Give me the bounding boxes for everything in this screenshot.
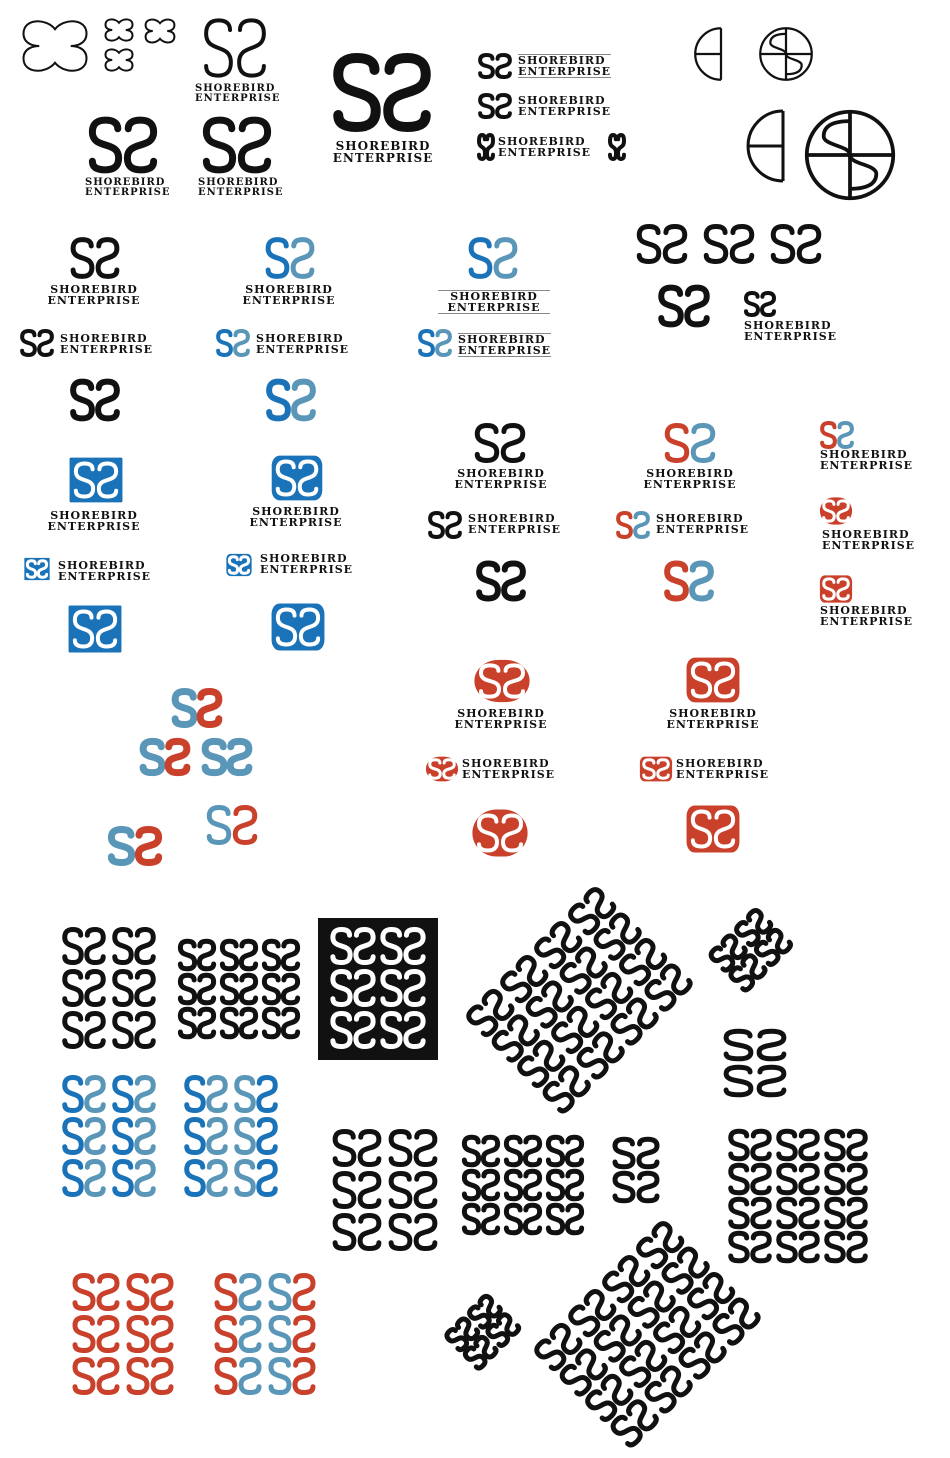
- wordmark-line2: ENTERPRISE: [744, 330, 838, 343]
- wordmark: [656, 513, 749, 535]
- wordmark-line2: ENTERPRISE: [332, 151, 434, 165]
- outline-monogram-icon: [20, 18, 90, 74]
- wordmark-line1: SHOREBIRD: [669, 707, 757, 720]
- wordmark-line1: SHOREBIRD: [462, 757, 550, 770]
- monogram-pattern: [62, 1160, 106, 1196]
- wordmark-line1: SHOREBIRD: [198, 177, 279, 188]
- monogram-pattern: [546, 1204, 584, 1234]
- wordmark: [822, 529, 915, 551]
- circle-emblem-icon: [758, 26, 814, 82]
- pill-monogram-icon: [108, 828, 162, 864]
- wordmark-line1: SHOREBIRD: [252, 505, 340, 518]
- monogram-pattern: [824, 1130, 868, 1160]
- wordmark: [60, 333, 153, 355]
- wordmark: [445, 708, 557, 730]
- monogram-pattern: [220, 974, 258, 1004]
- monogram-pattern: [380, 928, 426, 964]
- wordmark: [676, 758, 769, 780]
- outline-monogram-icon: [104, 48, 134, 72]
- se-monogram-icon: [690, 810, 736, 848]
- wordmark: [38, 284, 150, 306]
- monogram-pattern: [728, 1232, 772, 1262]
- monogram-pattern: [612, 1138, 660, 1168]
- se-monogram-icon: [418, 330, 452, 356]
- monogram-pattern: [62, 928, 106, 964]
- monogram-pattern: [722, 1066, 788, 1096]
- wordmark-line1: SHOREBIRD: [457, 467, 545, 480]
- wordmark-line2: ENTERPRISE: [260, 563, 354, 576]
- wordmark-line1: SHOREBIRD: [822, 528, 910, 541]
- monogram-pattern: [262, 940, 300, 970]
- monogram-pattern: [728, 1130, 772, 1160]
- monogram-pattern: [776, 1198, 820, 1228]
- monogram-pattern: [824, 1164, 868, 1194]
- wordmark-line2: ENTERPRISE: [498, 146, 592, 159]
- monogram-pattern: [332, 1214, 382, 1250]
- monogram-pattern: [546, 1170, 584, 1200]
- se-monogram-icon: [474, 424, 526, 462]
- se-monogram-icon: [73, 462, 119, 498]
- monogram-pattern: [112, 1118, 156, 1154]
- outline-monogram-icon: [104, 18, 134, 42]
- wordmark-line2: ENTERPRISE: [666, 718, 760, 731]
- monogram-pattern: [62, 1118, 106, 1154]
- monogram-pattern: [546, 1136, 584, 1166]
- wordmark-line1: SHOREBIRD: [676, 757, 764, 770]
- wordmark: [445, 468, 557, 490]
- monogram-pattern: [330, 1012, 376, 1048]
- se-monogram-icon: [476, 562, 526, 600]
- wordmark-line2: ENTERPRISE: [643, 478, 737, 491]
- wordmark-line1: SHOREBIRD: [656, 512, 744, 525]
- se-monogram-icon: [822, 578, 850, 600]
- wordmark-line1: SHOREBIRD: [498, 135, 586, 148]
- wordmark: [634, 468, 746, 490]
- wordmark-line2: ENTERPRISE: [454, 478, 548, 491]
- wordmark: [468, 513, 561, 535]
- wordmark-line1: SHOREBIRD: [58, 559, 146, 572]
- monogram-pattern: [776, 1232, 820, 1262]
- se-monogram-icon: [70, 238, 120, 278]
- monogram-pattern: [332, 1130, 382, 1166]
- wordmark-line2: ENTERPRISE: [676, 768, 770, 781]
- monogram-pattern: [728, 1198, 772, 1228]
- monogram-pattern: [462, 1136, 500, 1166]
- monogram-pattern: [184, 1118, 228, 1154]
- wordmark-line2: ENTERPRISE: [249, 516, 343, 529]
- se-monogram-icon: [476, 814, 524, 852]
- pill-monogram-icon: [140, 740, 190, 774]
- wordmark-line2: ENTERPRISE: [462, 768, 556, 781]
- monogram-pattern: [126, 1274, 174, 1310]
- wordmark-line1: SHOREBIRD: [195, 83, 276, 94]
- se-monogram-icon: [428, 759, 456, 779]
- monogram-pattern: [126, 1358, 174, 1394]
- wordmark-line2: ENTERPRISE: [60, 343, 154, 356]
- se-monogram-icon: [690, 662, 736, 698]
- se-monogram-icon: [664, 562, 714, 600]
- wordmark: [328, 140, 438, 164]
- wordmark-line2: ENTERPRISE: [195, 93, 281, 104]
- wordmark: [498, 136, 591, 158]
- wordmark-line2: ENTERPRISE: [58, 570, 152, 583]
- se-monogram-icon: [228, 556, 250, 574]
- se-monogram-icon: [88, 118, 158, 172]
- monogram-pattern: [72, 1316, 120, 1352]
- se-monogram-icon: [770, 225, 822, 263]
- se-monogram-icon: [744, 292, 776, 316]
- monogram-pattern: [268, 1274, 316, 1310]
- monogram-pattern: [504, 1204, 542, 1234]
- monogram-pattern: [126, 1316, 174, 1352]
- wordmark: [820, 449, 913, 471]
- wordmark-line2: ENTERPRISE: [518, 105, 612, 118]
- wordmark: [233, 284, 345, 306]
- wordmark-line2: ENTERPRISE: [256, 343, 350, 356]
- wordmark-line2: ENTERPRISE: [198, 187, 284, 198]
- se-monogram-icon: [26, 560, 48, 578]
- se-monogram-icon: [642, 759, 670, 779]
- wordmark: [744, 320, 837, 342]
- monogram-pattern: [178, 1008, 216, 1038]
- wordmark-line2: ENTERPRISE: [820, 615, 914, 628]
- wordmark-line1: SHOREBIRD: [50, 283, 138, 296]
- monogram-pattern: [112, 1012, 156, 1048]
- se-monogram-icon: [332, 55, 432, 130]
- monogram-pattern: [234, 1076, 278, 1112]
- se-monogram-icon: [275, 460, 319, 496]
- monogram-pattern: [72, 1358, 120, 1394]
- se-monogram-icon: [72, 610, 118, 648]
- wordmark-line2: ENTERPRISE: [458, 344, 552, 357]
- monogram-pattern: [234, 1118, 278, 1154]
- wordmark-line2: ENTERPRISE: [47, 520, 141, 533]
- se-monogram-icon: [468, 238, 518, 278]
- monogram-pattern: [776, 1164, 820, 1194]
- wordmark-line1: SHOREBIRD: [50, 509, 138, 522]
- wordmark-line2: ENTERPRISE: [85, 187, 171, 198]
- wordmark-line2: ENTERPRISE: [822, 539, 916, 552]
- monogram-pattern: [62, 1076, 106, 1112]
- se-monogram-icon: [265, 238, 315, 278]
- wordmark: [438, 290, 550, 314]
- mirror-glyph-icon: [609, 134, 625, 160]
- monogram-pattern: [388, 1172, 438, 1208]
- monogram-pattern: [112, 1160, 156, 1196]
- monogram-pattern: [112, 928, 156, 964]
- se-monogram-icon: [820, 422, 854, 448]
- monogram-pattern: [178, 974, 216, 1004]
- se-monogram-icon: [478, 54, 512, 78]
- se-monogram-icon: [658, 286, 710, 326]
- wordmark-line1: SHOREBIRD: [458, 333, 546, 346]
- monogram-pattern: [72, 1274, 120, 1310]
- wordmark-line1: SHOREBIRD: [85, 177, 166, 188]
- wordmark-line1: SHOREBIRD: [468, 512, 556, 525]
- wordmark: [256, 333, 349, 355]
- monogram-pattern: [776, 1130, 820, 1160]
- monogram-pattern: [184, 1160, 228, 1196]
- wordmark: [198, 177, 284, 198]
- monogram-pattern: [330, 928, 376, 964]
- se-monogram-icon: [478, 94, 512, 118]
- pill-monogram-icon: [202, 740, 252, 774]
- wordmark-line2: ENTERPRISE: [447, 301, 541, 314]
- wordmark: [518, 54, 611, 78]
- pill-monogram-icon: [206, 806, 258, 844]
- wordmark-line1: SHOREBIRD: [335, 139, 431, 153]
- wordmark: [38, 510, 150, 532]
- wordmark-line2: ENTERPRISE: [242, 294, 336, 307]
- monogram-pattern: [220, 1008, 258, 1038]
- wordmark-line1: SHOREBIRD: [245, 283, 333, 296]
- wordmark: [195, 83, 281, 104]
- se-monogram-icon: [216, 330, 250, 356]
- circle-emblem-icon: [693, 26, 749, 82]
- monogram-pattern: [824, 1232, 868, 1262]
- monogram-pattern: [184, 1076, 228, 1112]
- monogram-pattern: [462, 1204, 500, 1234]
- monogram-pattern: [220, 940, 258, 970]
- outline-monogram-icon: [144, 18, 176, 44]
- monogram-pattern: [112, 970, 156, 1006]
- monogram-pattern: [462, 1170, 500, 1200]
- wordmark-line1: SHOREBIRD: [744, 319, 832, 332]
- wordmark-line2: ENTERPRISE: [820, 459, 914, 472]
- wordmark: [240, 506, 352, 528]
- monogram-pattern: [380, 970, 426, 1006]
- monogram-pattern: [214, 1358, 262, 1394]
- wordmark-line1: SHOREBIRD: [256, 332, 344, 345]
- wordmark-line1: SHOREBIRD: [457, 707, 545, 720]
- se-monogram-icon: [636, 225, 688, 263]
- wordmark: [260, 553, 353, 575]
- monogram-pattern: [504, 1170, 542, 1200]
- monogram-pattern: [722, 1030, 788, 1060]
- monogram-pattern: [214, 1316, 262, 1352]
- rotated-pattern-small: [707, 905, 798, 996]
- wordmark: [657, 708, 769, 730]
- se-monogram-icon: [478, 664, 526, 698]
- monogram-pattern: [112, 1076, 156, 1112]
- wordmark: [820, 605, 913, 627]
- wordmark-line1: SHOREBIRD: [60, 332, 148, 345]
- wordmark-line2: ENTERPRISE: [518, 65, 612, 78]
- wordmark-line2: ENTERPRISE: [656, 523, 750, 536]
- wordmark-line1: SHOREBIRD: [820, 604, 908, 617]
- monogram-pattern: [380, 1012, 426, 1048]
- wordmark: [518, 95, 611, 117]
- wordmark-line1: SHOREBIRD: [820, 448, 908, 461]
- wordmark-line1: SHOREBIRD: [518, 94, 606, 107]
- monogram-pattern: [268, 1358, 316, 1394]
- monogram-pattern: [262, 1008, 300, 1038]
- se-monogram-icon: [20, 330, 54, 356]
- se-monogram-icon: [70, 380, 120, 420]
- wordmark: [462, 758, 555, 780]
- wordmark-line1: SHOREBIRD: [450, 290, 538, 303]
- wordmark-line1: SHOREBIRD: [518, 54, 606, 67]
- monogram-pattern: [728, 1164, 772, 1194]
- se-monogram-icon: [202, 118, 272, 172]
- se-monogram-icon: [822, 500, 850, 522]
- monogram-pattern: [234, 1160, 278, 1196]
- wordmark: [58, 560, 151, 582]
- wordmark-line1: SHOREBIRD: [646, 467, 734, 480]
- pill-monogram-icon: [172, 690, 222, 726]
- wordmark: [85, 177, 171, 198]
- monogram-pattern: [332, 1172, 382, 1208]
- se-monogram-icon: [428, 512, 462, 538]
- monogram-pattern: [824, 1198, 868, 1228]
- wordmark: [458, 333, 551, 357]
- se-monogram-icon: [275, 608, 321, 646]
- circle-emblem-icon: [803, 108, 897, 202]
- wordmark-line2: ENTERPRISE: [468, 523, 562, 536]
- se-monogram-icon: [478, 134, 494, 160]
- wordmark-line2: ENTERPRISE: [454, 718, 548, 731]
- wordmark-line2: ENTERPRISE: [47, 294, 141, 307]
- monogram-pattern: [178, 940, 216, 970]
- monogram-pattern: [62, 1012, 106, 1048]
- se-monogram-icon: [266, 380, 316, 420]
- monogram-pattern: [62, 970, 106, 1006]
- monogram-pattern: [612, 1172, 660, 1202]
- se-monogram-icon: [703, 225, 755, 263]
- rotated-pattern-small: [443, 1291, 525, 1373]
- se-monogram-icon: [616, 512, 650, 538]
- se-monogram-icon: [202, 18, 268, 78]
- monogram-pattern: [330, 970, 376, 1006]
- monogram-pattern: [214, 1274, 262, 1310]
- monogram-pattern: [268, 1316, 316, 1352]
- wordmark-line1: SHOREBIRD: [260, 552, 348, 565]
- monogram-pattern: [262, 974, 300, 1004]
- monogram-pattern: [388, 1214, 438, 1250]
- rotated-pattern-large: [463, 881, 701, 1119]
- se-monogram-icon: [664, 424, 716, 462]
- monogram-pattern: [504, 1136, 542, 1166]
- monogram-pattern: [388, 1130, 438, 1166]
